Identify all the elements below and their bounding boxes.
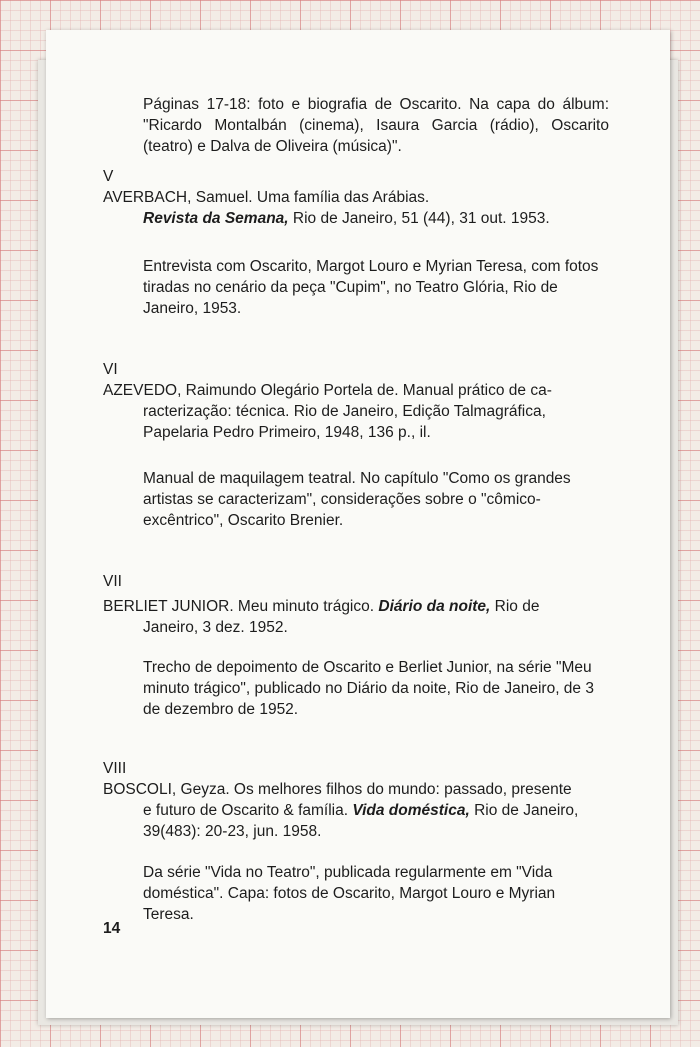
periodical-title: Vida doméstica, <box>352 802 470 819</box>
reference-line: BOSCOLI, Geyza. Os melhores filhos do mundo: passado, presente <box>103 781 572 798</box>
book-page <box>46 30 670 1018</box>
reference-continuation: racterização: técnica. Rio de Janeiro, Edição Talmagráfica, Papelaria Pedro Primeiro, 1948, 136 p., il. <box>143 403 546 441</box>
annotation-azevedo: Manual de maquilagem teatral. No capítulo "Como os grandes artistas se caracterizam", considerações sobre o "cômico-excêntrico", Oscarito Brenier. <box>143 470 571 529</box>
annotation-boscoli: Da série "Vida no Teatro", publicada regularmente em "Vida doméstica". Capa: fotos de Oscarito, Margot Louro e Myrian Teresa. <box>143 864 556 923</box>
reference-place: Rio de <box>490 598 540 615</box>
reference-continuation <box>103 208 605 229</box>
section-numeral-v: V <box>103 168 114 185</box>
reference-author-title: BERLIET JUNIOR. Meu minuto trágico. <box>103 598 379 615</box>
page-number: 14 <box>103 920 121 937</box>
annotation-berliet: Trecho de depoimento de Oscarito e Berliet Junior, na série "Meu minuto trágico", publicado no Diário da noite, Rio de Janeiro, de 3 de dezembro de 1952. <box>143 659 594 718</box>
section-numeral-viii: VIII <box>103 760 127 777</box>
reference-azevedo <box>103 380 605 443</box>
intro-note: Páginas 17-18: foto e biografia de Oscarito. Na capa do álbum: "Ricardo Montalbán (cinema), Isaura Garcia (rádio), Oscarito (teatro) e Dalva de Oliveira (música)". <box>143 96 609 155</box>
annotation-averbach: Entrevista com Oscarito, Margot Louro e Myrian Teresa, com fotos tiradas no cenário da peça "Cupim", no Teatro Glória, Rio de Janeiro, 1953. <box>143 258 599 317</box>
reference-line: AZEVEDO, Raimundo Olegário Portela de. Manual prático de ca- <box>103 382 552 399</box>
reference-detail: Rio de Janeiro, 51 (44), 31 out. 1953. <box>288 210 550 227</box>
reference-berliet <box>103 596 605 638</box>
reference-line: AVERBACH, Samuel. Uma família das Arábias. <box>103 189 430 206</box>
reference-averbach <box>103 187 605 229</box>
section-numeral-vi: VI <box>103 361 118 378</box>
reference-subtitle: e futuro de Oscarito & família. <box>143 802 353 819</box>
periodical-title: Revista da Semana, <box>143 210 289 227</box>
section-numeral-vii: VII <box>103 573 122 590</box>
reference-line <box>103 596 605 617</box>
reference-continuation <box>103 800 605 842</box>
page-text <box>46 30 670 1018</box>
periodical-title: Diário da noite, <box>378 598 491 615</box>
reference-continuation: Janeiro, 3 dez. 1952. <box>143 619 288 636</box>
reference-detail: Rio de Janeiro, 39(483): 20-23, jun. 1958. <box>143 802 579 840</box>
reference-boscoli <box>103 779 605 842</box>
